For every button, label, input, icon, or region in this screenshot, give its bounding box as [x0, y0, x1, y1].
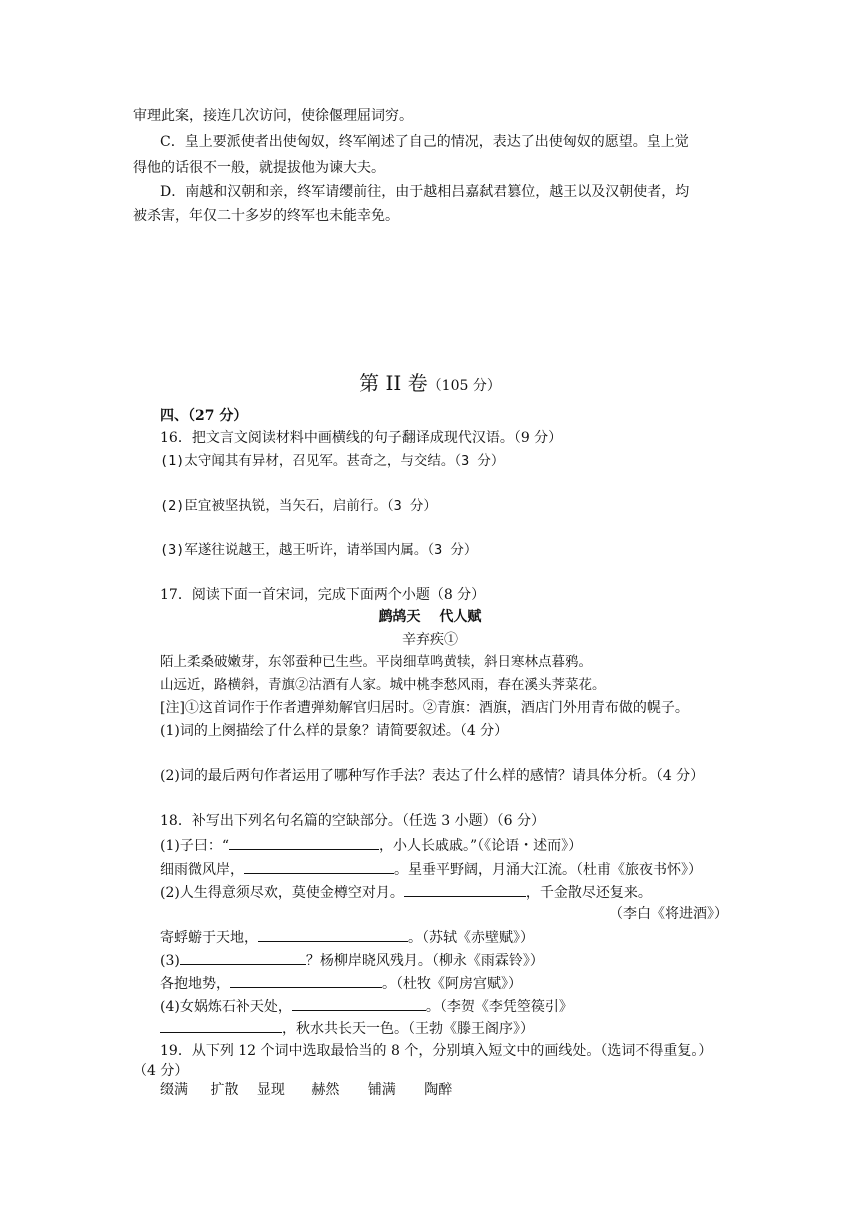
answer-blank[interactable]	[160, 1018, 282, 1033]
fill-text: 。（李贺《李凭箜篌引》	[425, 999, 573, 1015]
fill-line	[160, 973, 522, 994]
fill-text: ，秋水共长天一色。（王勃《滕王阁序》）	[282, 1021, 534, 1037]
question-18: 18．补写出下列名句名篇的空缺部分。（任选 3 小题）（6 分）	[160, 813, 545, 829]
question-17: 17．阅读下面一首宋词，完成下面两个小题（8 分）	[160, 587, 486, 603]
question-16-1: (1)太守闻其有异材，召见军。甚奇之，与交结。（3 分）	[160, 453, 505, 469]
poem-note: [注]①这首词作于作者遭弹劾解官归居时。②青旗：酒旗，酒店门外用青布做的幌子。	[160, 700, 689, 716]
question-16-3: (3)军遂往说越王，越王听许，请举国内属。（3 分）	[160, 542, 478, 558]
section-heading: 四、（27 分）	[160, 408, 248, 424]
fill-text: (1)子曰：“	[160, 838, 229, 854]
fill-line	[160, 996, 573, 1017]
fill-line	[160, 950, 544, 971]
word-option: 显现	[256, 1082, 285, 1098]
fill-text: ？杨柳岸晓风残月。（柳永《雨霖铃》）	[305, 953, 544, 969]
word-option: 铺满	[367, 1082, 396, 1098]
poem-author: 辛弃疾①	[402, 632, 458, 648]
fill-text: 。（杜牧《阿房宫赋》）	[382, 976, 522, 992]
word-option: 缀满	[160, 1082, 188, 1098]
answer-blank[interactable]	[244, 859, 394, 874]
word-option: 陶醉	[424, 1082, 453, 1098]
fill-text: 各抱地势，	[160, 976, 230, 992]
word-option: 赫然	[311, 1082, 340, 1098]
fill-line	[160, 927, 534, 948]
answer-blank[interactable]	[180, 950, 306, 965]
option-d-line: 被杀害，年仅二十多岁的终军也未能幸免。	[133, 208, 399, 224]
fill-text: ，千金散尽还复来。	[525, 885, 652, 901]
fill-line	[160, 882, 652, 903]
question-17-1: (1)词的上阕描绘了什么样的景象？请简要叙述。（4 分）	[160, 723, 509, 739]
fill-text: (3)	[160, 953, 180, 969]
question-17-2: (2)词的最后两句作者运用了哪种写作手法？表达了什么样的感情？请具体分析。（4 分）	[160, 768, 705, 784]
source-citation: （李白《将进酒》）	[609, 906, 728, 922]
question-19: 19．从下列 12 个词中选取最恰当的 8 个，分别填入短文中的画线处。（选词不得重复。）	[160, 1043, 713, 1059]
fill-line	[160, 859, 702, 880]
option-c-line: 得他的话很不一般，就提拔他为谏大夫。	[133, 160, 385, 176]
answer-blank[interactable]	[258, 927, 408, 942]
fill-line	[160, 1018, 534, 1039]
fill-text: (2)人生得意须尽欢，莫使金樽空对月。	[160, 885, 404, 901]
fill-text: ，小人长戚戚。”（《论语・述而》）	[379, 838, 583, 854]
option-c-line: C．皇上要派使者出使匈奴，终军阐述了自己的情况，表达了出使匈奴的愿望。皇上觉	[160, 134, 689, 150]
volume-title-text: 第 II 卷	[359, 371, 428, 395]
question-16: 16．把文言文阅读材料中画横线的句子翻译成现代汉语。（9 分）	[160, 430, 563, 446]
fill-text: 细雨微风岸，	[160, 862, 244, 878]
fill-text: 。（苏轼《赤壁赋》）	[408, 930, 534, 946]
volume-title	[0, 370, 860, 399]
word-option: 扩散	[210, 1082, 239, 1098]
fill-text: (4)女娲炼石补天处，	[160, 999, 292, 1015]
answer-blank[interactable]	[230, 973, 382, 988]
question-16-2: (2)臣宜被坚执锐，当矢石，启前行。（3 分）	[160, 498, 437, 514]
text-line: 审理此案，接连几次访问，使徐偃理屈词穷。	[133, 108, 413, 124]
answer-blank[interactable]	[229, 835, 379, 850]
fill-text: 。星垂平野阔，月涌大江流。（杜甫《旅夜书怀》）	[394, 862, 702, 878]
poem-line: 山远近，路横斜，青旗②沽酒有人家。城中桃李愁风雨，春在溪头荠菜花。	[160, 677, 606, 693]
volume-score: （105 分）	[427, 378, 501, 394]
poem-line: 陌上柔桑破嫩芽，东邻蚕种已生些。平岗细草鸣黄犊，斜日寒林点暮鸦。	[160, 654, 592, 670]
fill-line	[160, 835, 582, 856]
question-19-score: （4 分）	[133, 1063, 189, 1079]
option-d-line: D．南越和汉朝和亲，终军请缨前往，由于越相吕嘉弑君篡位，越王以及汉朝使者，均	[160, 184, 690, 200]
answer-blank[interactable]	[292, 996, 426, 1011]
fill-text: 寄蜉蝣于天地，	[160, 930, 258, 946]
answer-blank[interactable]	[404, 882, 526, 897]
word-bank	[160, 1080, 452, 1100]
poem-title: 鹧鸪天 代人赋	[378, 609, 482, 625]
